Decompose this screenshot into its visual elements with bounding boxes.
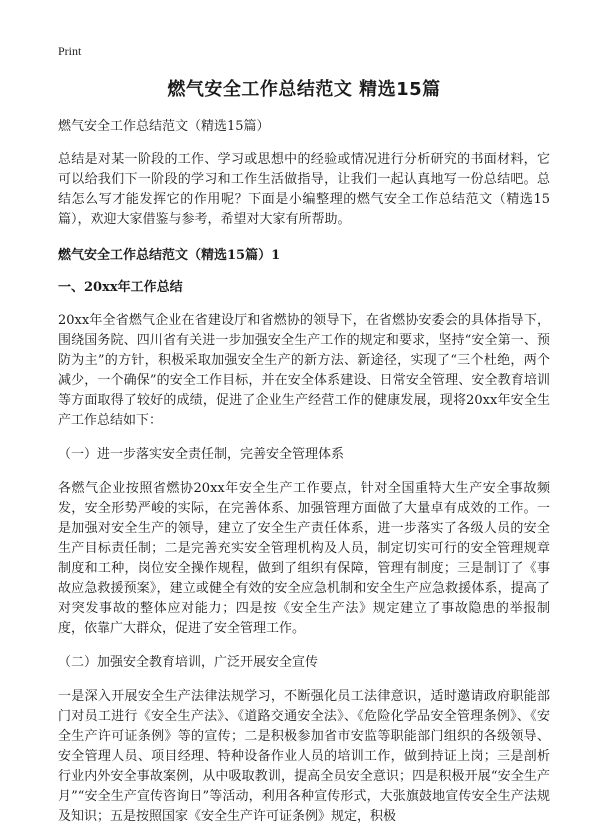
- intro-paragraph: 总结是对某一阶段的工作、学习或思想中的经验或情况进行分析研究的书面材料，它可以给我们下一阶段的学习和工作生活做指导，让我们一起认真地写一份总结吧。总结怎么写才能发挥它的作用呢？下面是小编整理的燃气安全工作总结范文（精选15篇），欢迎大家借鉴与参考，希望对大家有所帮助。: [58, 152, 550, 227]
- subsection-heading: （一）进一步落实安全责任制，完善安全管理体系: [58, 447, 345, 462]
- section-title: 燃气安全工作总结范文（精选15篇）1: [58, 248, 281, 263]
- part-heading: 一、20xx年工作总结: [58, 280, 183, 295]
- document-title: 燃气安全工作总结范文 精选15篇: [167, 79, 441, 100]
- subsection-heading: （二）加强安全教育培训，广泛开展安全宣传: [58, 655, 319, 670]
- body-paragraph: 一是深入开展安全生产法律法规学习，不断强化员工法律意识，适时邀请政府职能部门对员工进行《安全生产法》、《道路交通安全法》、《危险化学品安全管理条例》、《安全生产许可证条例》等的宣传；二是积极参加省市安监等职能部门组织的各级领导、安全管理人员、项目经理、特种设备作业人员的培训工作，做到持证上岗；三是剖析行业内外安全事故案例，从中吸取教训，提高全员安全意识；四是积极开展“安全生产月”“安全生产宣传咨询日”等活动，利用各种宣传形式，大张旗鼓地宣传安全生产法规及知识；五是按照国家《安全生产许可证条例》规定，积极: [58, 689, 550, 824]
- document-subtitle: 燃气安全工作总结范文（精选15篇）: [58, 119, 270, 134]
- print-link[interactable]: Print: [58, 44, 82, 58]
- document-body: [58, 76, 550, 827]
- body-paragraph: 各燃气企业按照省燃协20xx年安全生产工作要点，针对全国重特大生产安全事故频发，安全形势严峻的实际，在完善体系、加强管理方面做了大量卓有成效的工作。一是加强对安全生产的领导，建立了安全生产责任体系，进一步落实了各级人员的安全生产目标责任制；二是完善充实安全管理机构及人员，制定切实可行的安全管理规章制度和工种，岗位安全操作规程，做到了组织有保障，管理有制度；三是制订了《事故应急救援预案》，建立或健全有效的安全应急机制和安全生产应急救援体系，提高了对突发事故的整体应对能力；四是按《安全生产法》规定建立了事故隐患的举报制度，依靠广大群众，促进了安全管理工作。: [58, 481, 550, 636]
- body-paragraph: 20xx年全省燃气企业在省建设厅和省燃协的领导下，在省燃协安委会的具体指导下，围绕国务院、四川省有关进一步加强安全生产工作的规定和要求，坚持“安全第一、预防为主”的方针，积极采取加强安全生产的新方法、新途径，实现了“三个杜绝，两个减少，一个确保”的安全工作目标，并在安全体系建设、日常安全管理、安全教育培训等方面取得了较好的成绩，促进了企业生产经营工作的健康发展，现将20xx年安全生产工作总结如下：: [58, 313, 550, 428]
